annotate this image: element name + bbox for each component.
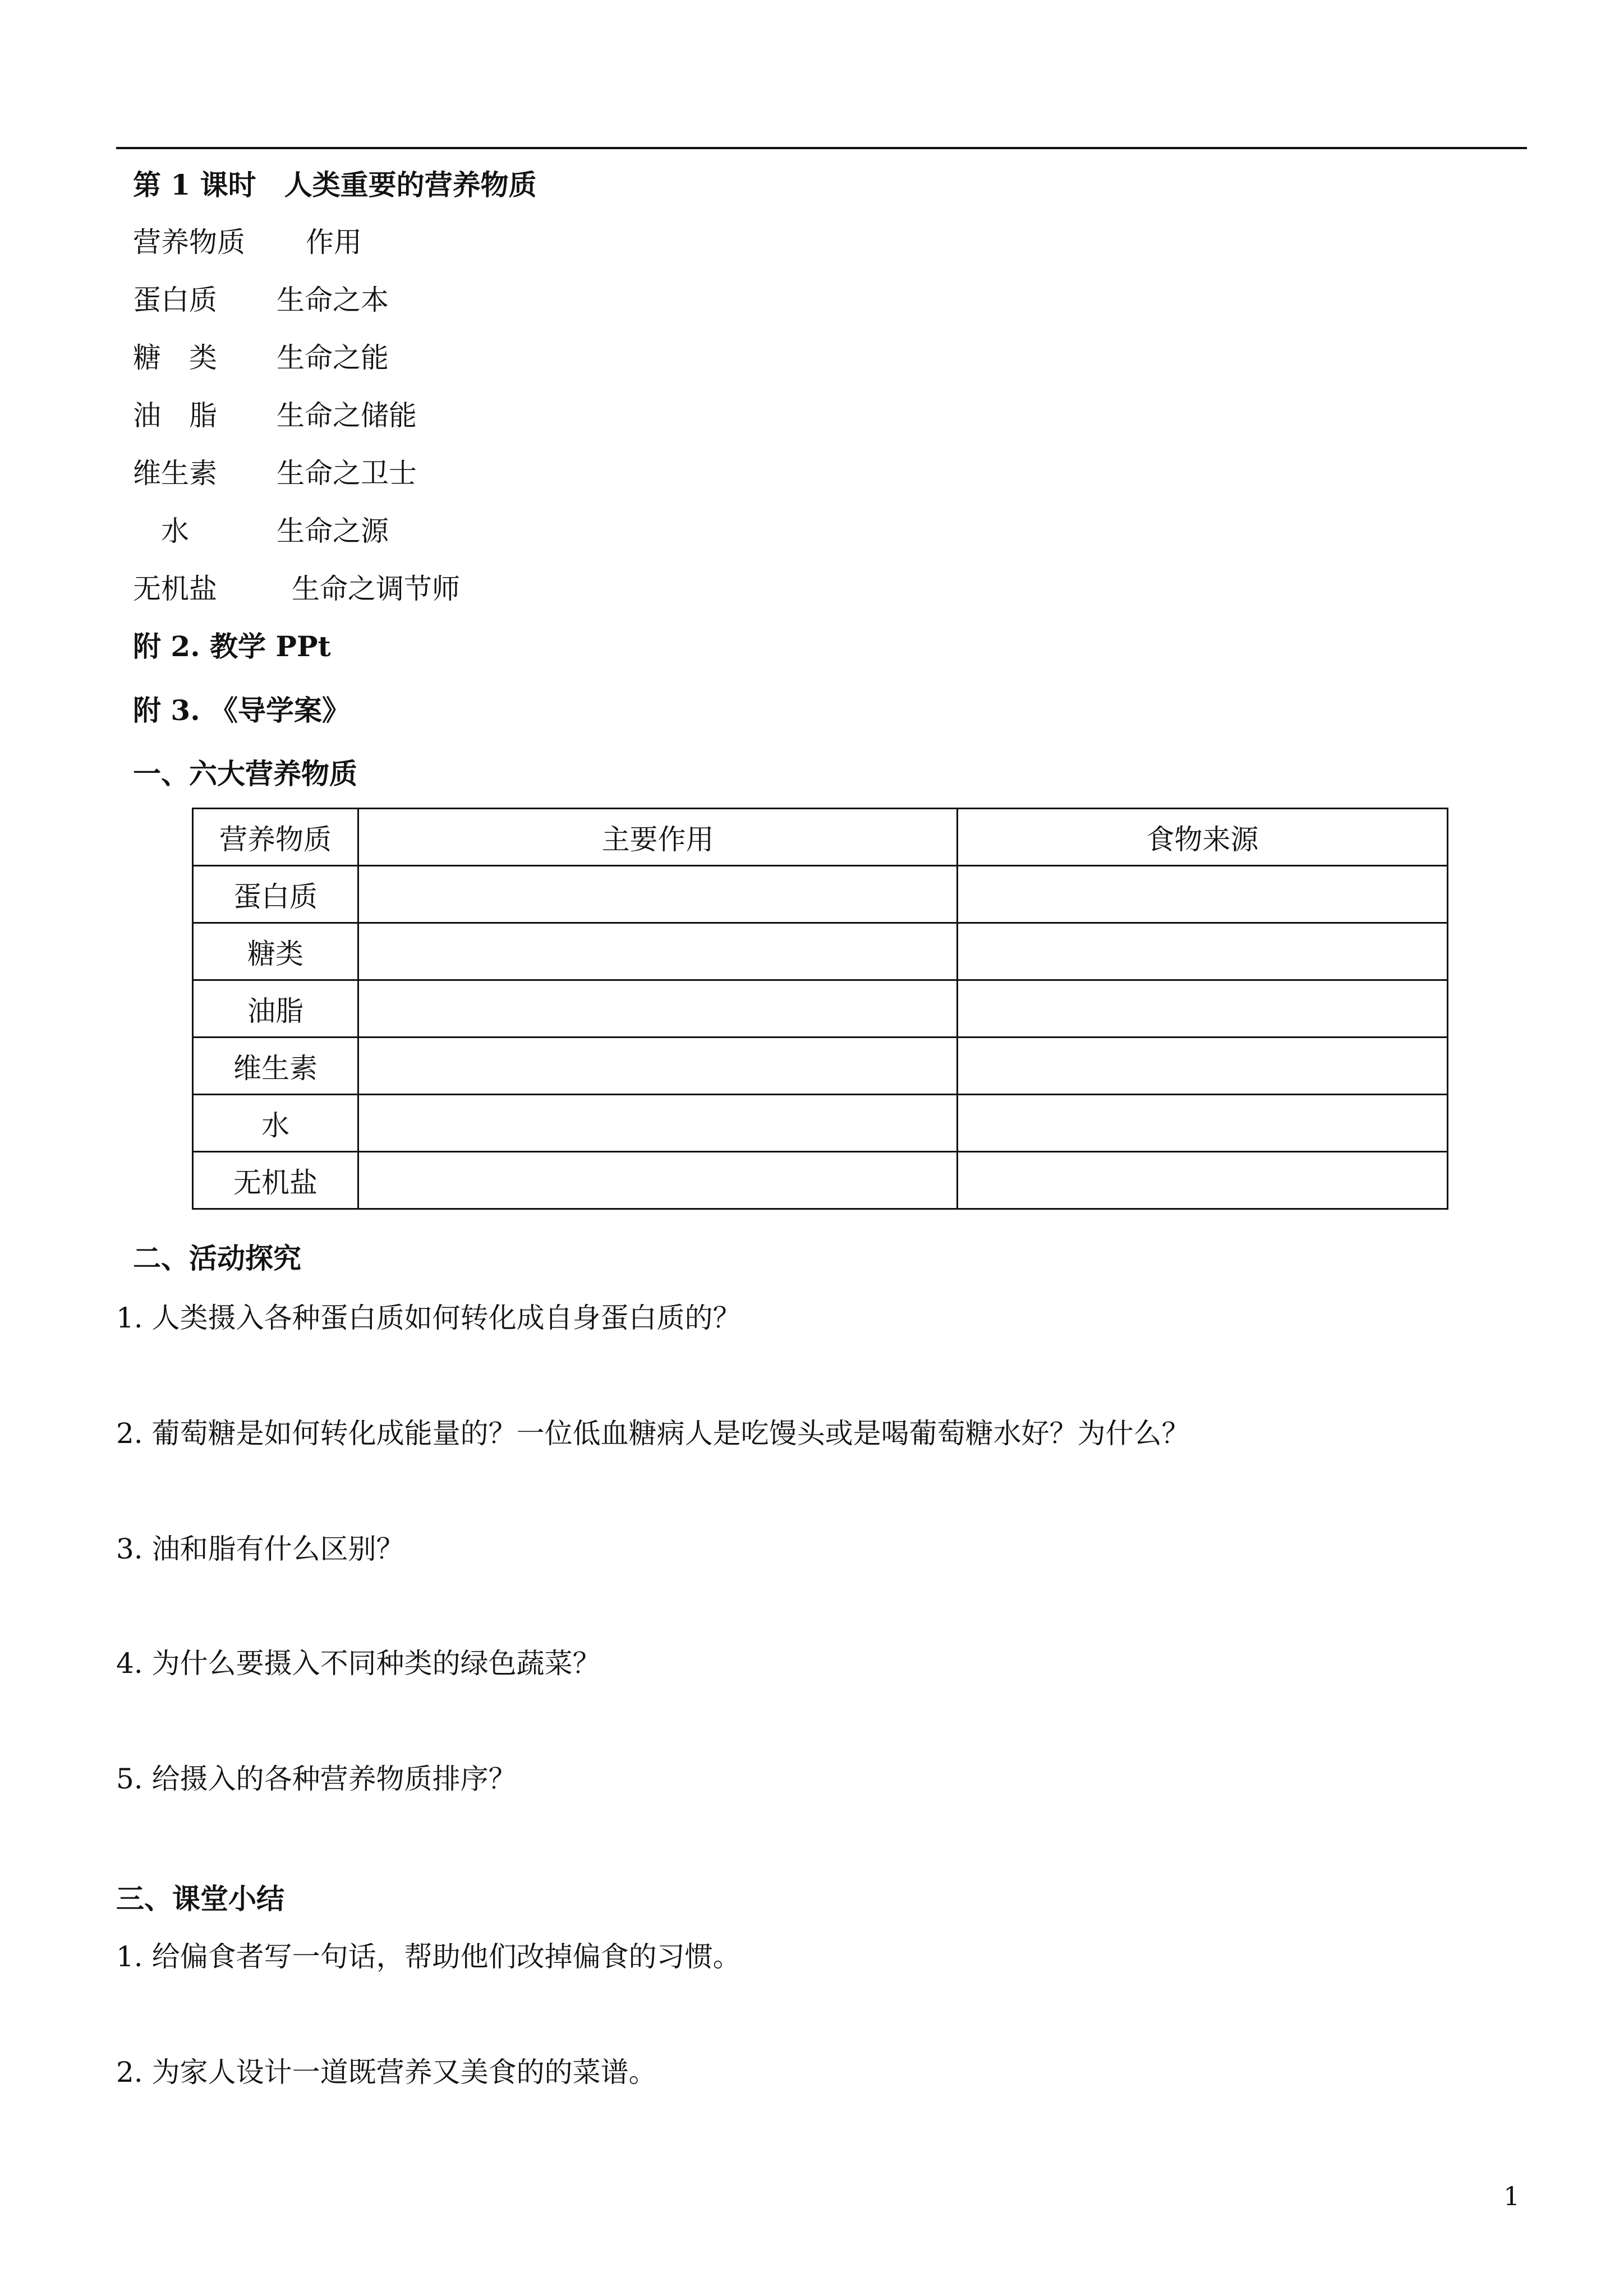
lesson-title: 第 1 课时 人类重要的营养物质 [133,168,537,201]
section-heading: 二、活动探究 [133,1242,301,1275]
lesson-row-name: 油 脂 [133,399,217,432]
table-row [193,866,1448,923]
table-cell-empty [358,923,958,980]
table-row [193,980,1448,1038]
lesson-row-name: 蛋白质 [133,284,217,316]
table-cell-empty [958,866,1448,923]
lesson-row-name: 无机盐 [133,573,217,605]
lesson-row-name: 维生素 [133,457,217,490]
table-row [193,1095,1448,1152]
lesson-row-name: 糖 类 [133,342,217,374]
summary-item: 2. 为家人设计一道既营养又美食的的菜谱。 [116,2056,657,2088]
lesson-row-role: 生命之卫士 [277,457,417,490]
lesson-header-name: 营养物质 [133,226,245,259]
table-cell-nutrient: 糖类 [193,923,358,980]
table-header-cell: 食物来源 [958,809,1448,866]
summary-item: 1. 给偏食者写一句话，帮助他们改掉偏食的习惯。 [116,1940,741,1973]
lesson-header-role: 作用 [306,226,362,259]
table-header-row [193,809,1448,866]
question-item: 3. 油和脂有什么区别？ [116,1533,404,1565]
table-cell-nutrient: 蛋白质 [193,866,358,923]
table-cell-empty [358,980,958,1038]
table-cell-empty [358,1152,958,1209]
section-heading: 三、课堂小结 [116,1882,284,1915]
question-item: 5. 给摄入的各种营养物质排序？ [116,1763,517,1795]
lesson-row-role: 生命之调节师 [292,573,460,605]
appendix-3: 附 3. 《导学案》 [133,694,351,727]
table-cell-empty [958,980,1448,1038]
question-item: 1. 人类摄入各种蛋白质如何转化成自身蛋白质的？ [116,1302,741,1334]
table-row [193,1152,1448,1209]
lesson-row-role: 生命之能 [277,342,389,374]
lesson-row-name: 水 [161,515,189,547]
nutrients-table [192,808,1448,1210]
lesson-row-role: 生命之本 [277,284,389,316]
table-cell-empty [358,1095,958,1152]
table-cell-empty [358,866,958,923]
table-cell-nutrient: 维生素 [193,1038,358,1095]
question-item: 4. 为什么要摄入不同种类的绿色蔬菜？ [116,1647,601,1680]
table-cell-empty [358,1038,958,1095]
lesson-row-role: 生命之储能 [277,399,417,432]
question-item: 2. 葡萄糖是如何转化成能量的？一位低血糖病人是吃馒头或是喝葡萄糖水好？为什么？ [116,1417,1190,1450]
table-row [193,1038,1448,1095]
table-cell-empty [958,1095,1448,1152]
table-cell-empty [958,923,1448,980]
table-header-cell: 营养物质 [193,809,358,866]
table-cell-nutrient: 油脂 [193,980,358,1038]
table-header-cell: 主要作用 [358,809,958,866]
header-rule [116,147,1527,149]
section-heading: 一、六大营养物质 [133,757,357,790]
table-row [193,923,1448,980]
table-cell-empty [958,1038,1448,1095]
table-cell-empty [958,1152,1448,1209]
page-number: 1 [1503,2181,1520,2211]
lesson-row-role: 生命之源 [277,515,389,547]
appendix-2: 附 2. 教学 PPt [133,630,331,663]
table-cell-nutrient: 无机盐 [193,1152,358,1209]
table-cell-nutrient: 水 [193,1095,358,1152]
